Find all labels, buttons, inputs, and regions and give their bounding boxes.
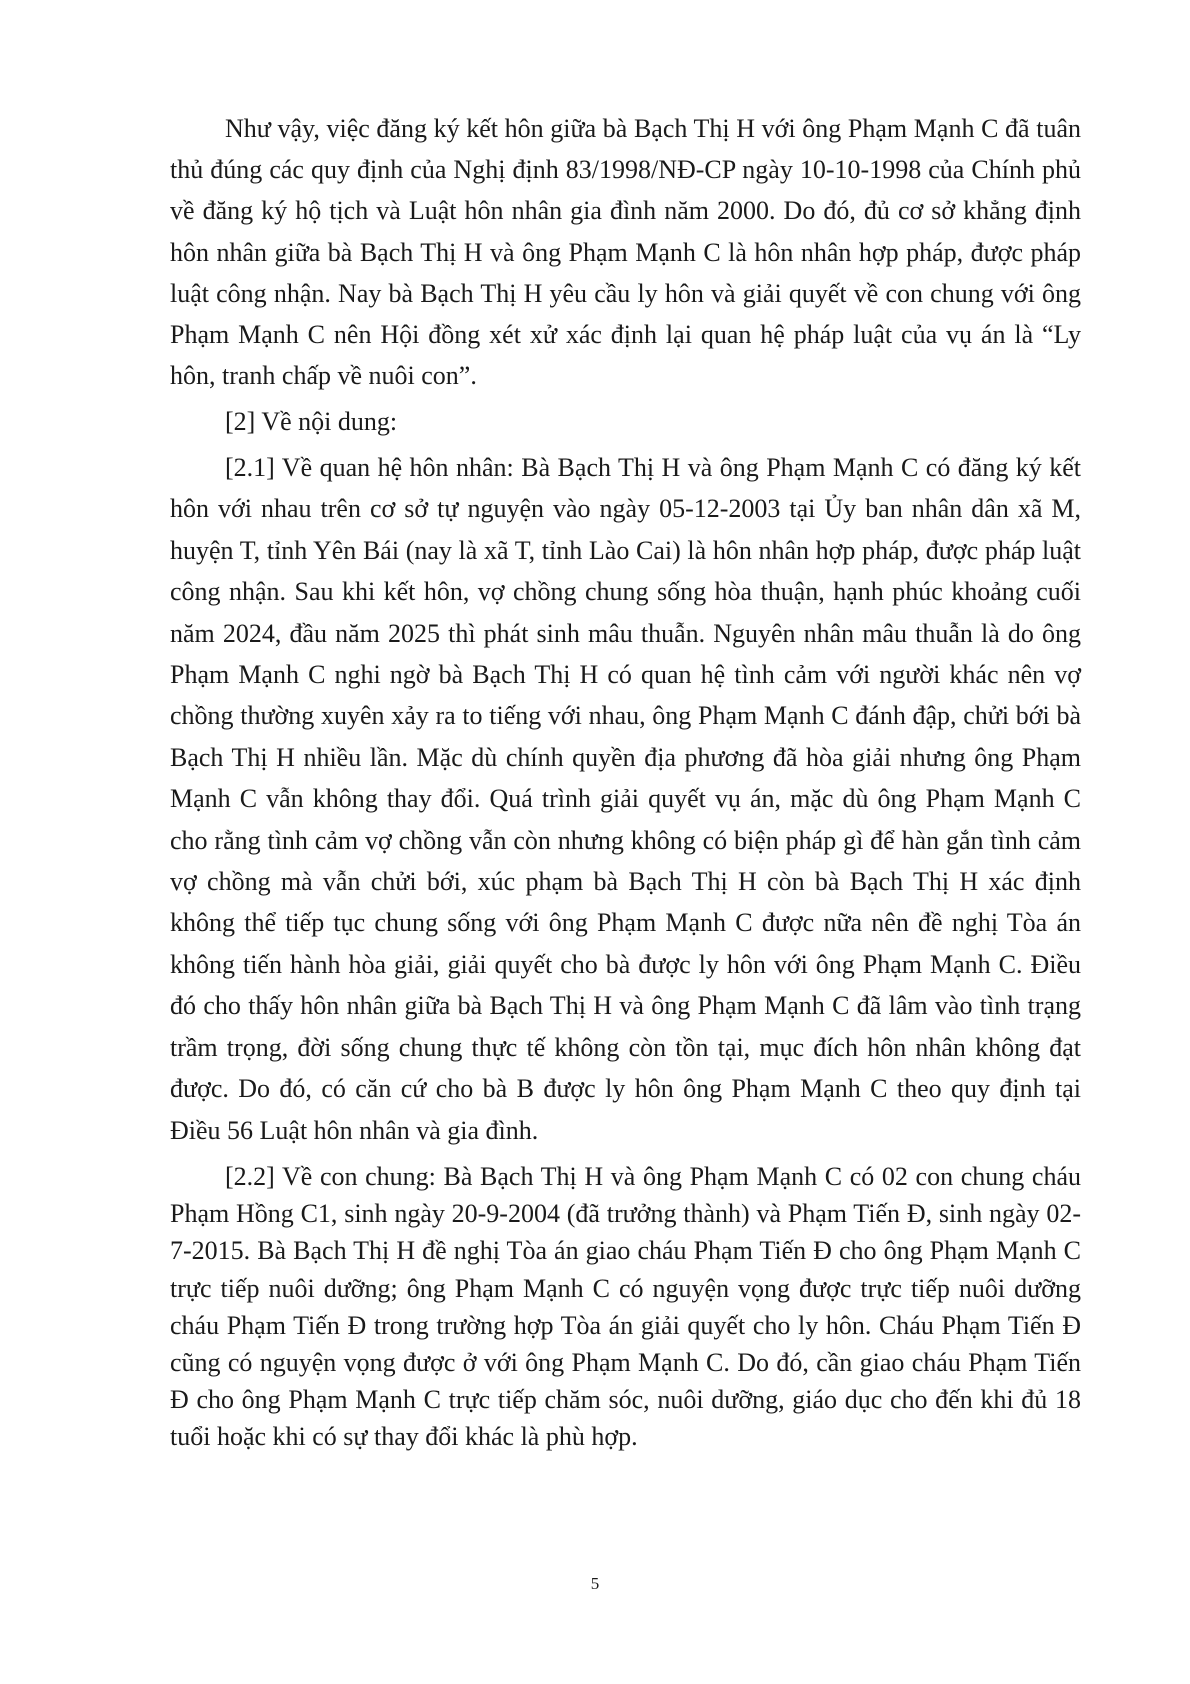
paragraph-common-children: [2.2] Về con chung: Bà Bạch Thị H và ông Phạm Mạnh C có 02 con chung cháu Phạm Hồng C1, sinh ngày 20-9-2004 (đã trưởng thành) và Phạm Tiến Đ, sinh ngày 02-7-2015. Bà Bạch Thị H đề nghị Tòa án giao cháu Phạm Tiến Đ cho ông Phạm Mạnh C trực tiếp nuôi dưỡng; ông Phạm Mạnh C có nguyện vọng được trực tiếp nuôi dưỡng cháu Phạm Tiến Đ trong trường hợp Tòa án giải quyết cho ly hôn. Cháu Phạm Tiến Đ cũng có nguyện vọng được ở với ông Phạm Mạnh C. Do đó, cần giao cháu Phạm Tiến Đ cho ông Phạm Mạnh C trực tiếp chăm sóc, nuôi dưỡng, giáo dục cho đến khi đủ 18 tuổi hoặc khi có sự thay đổi khác là phù hợp. bbox=[170, 1161, 1081, 1452]
paragraph-marriage-registration: Như vậy, việc đăng ký kết hôn giữa bà Bạch Thị H với ông Phạm Mạnh C đã tuân thủ đúng các quy định của Nghị định 83/1998/NĐ-CP ngày 10-10-1998 của Chính phủ về đăng ký hộ tịch và Luật hôn nhân gia đình năm 2000. Do đó, đủ cơ sở khẳng định hôn nhân giữa bà Bạch Thị H và ông Phạm Mạnh C là hôn nhân hợp pháp, được pháp luật công nhận. Nay bà Bạch Thị H yêu cầu ly hôn và giải quyết về con chung với ông Phạm Mạnh C nên Hội đồng xét xử xác định lại quan hệ pháp luật của vụ án là “Ly hôn, tranh chấp về nuôi con”. bbox=[170, 114, 1081, 391]
paragraph-marital-relationship: [2.1] Về quan hệ hôn nhân: Bà Bạch Thị H và ông Phạm Mạnh C có đăng ký kết hôn với nhau trên cơ sở tự nguyện vào ngày 05-12-2003 tại Ủy ban nhân dân xã M, huyện T, tỉnh Yên Bái (nay là xã T, tỉnh Lào Cai) là hôn nhân hợp pháp, được pháp luật công nhận. Sau khi kết hôn, vợ chồng chung sống hòa thuận, hạnh phúc khoảng cuối năm 2024, đầu năm 2025 thì phát sinh mâu thuẫn. Nguyên nhân mâu thuẫn là do ông Phạm Mạnh C nghi ngờ bà Bạch Thị H có quan hệ tình cảm với người khác nên vợ chồng thường xuyên xảy ra to tiếng với nhau, ông Phạm Mạnh C đánh đập, chửi bới bà Bạch Thị H nhiều lần. Mặc dù chính quyền địa phương đã hòa giải nhưng ông Phạm Mạnh C vẫn không thay đổi. Quá trình giải quyết vụ án, mặc dù ông Phạm Mạnh C cho rằng tình cảm vợ chồng vẫn còn nhưng không có biện pháp gì để hàn gắn tình cảm vợ chồng mà vẫn chửi bới, xúc phạm bà Bạch Thị H còn bà Bạch Thị H xác định không thể tiếp tục chung sống với ông Phạm Mạnh C được nữa nên đề nghị Tòa án không tiến hành hòa giải, giải quyết cho bà được ly hôn với ông Phạm Mạnh C. Điều đó cho thấy hôn nhân giữa bà Bạch Thị H và ông Phạm Mạnh C đã lâm vào tình trạng trầm trọng, đời sống chung thực tế không còn tồn tại, mục đích hôn nhân không đạt được. Do đó, có căn cứ cho bà B được ly hôn ông Phạm Mạnh C theo quy định tại Điều 56 Luật hôn nhân và gia đình. bbox=[170, 453, 1081, 1145]
document-body bbox=[170, 108, 1081, 1456]
page-number: 5 bbox=[590, 1574, 600, 1593]
section-heading-content: [2] Về nội dung: bbox=[225, 407, 398, 437]
